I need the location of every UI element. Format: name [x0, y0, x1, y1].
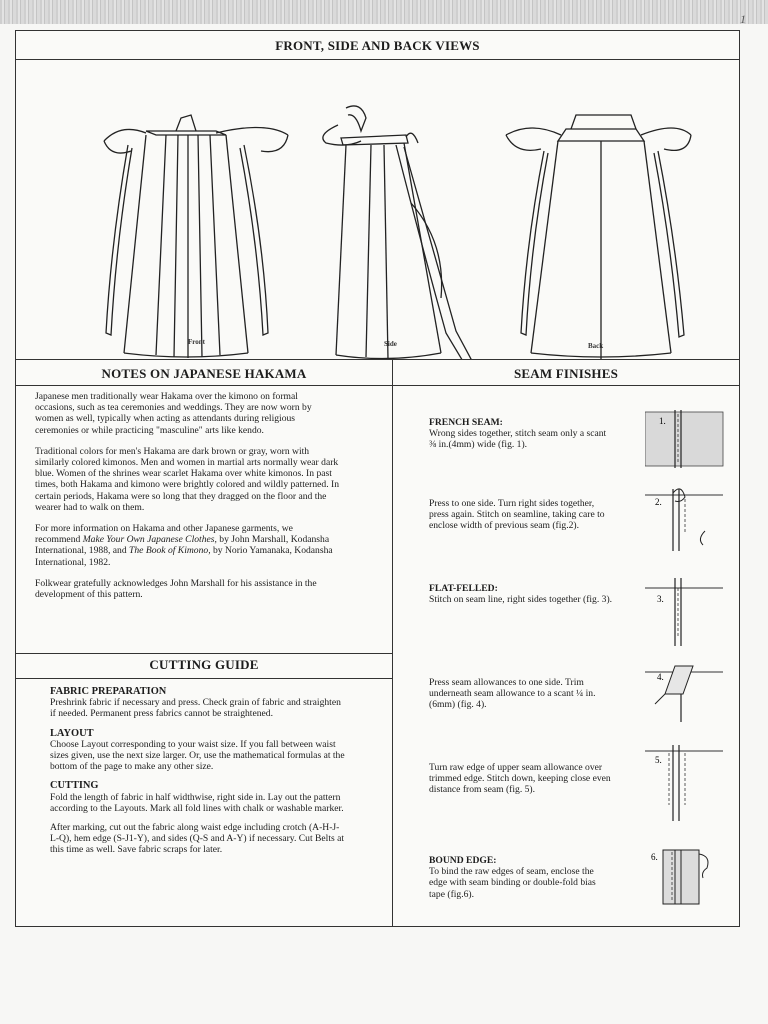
notes-title: NOTES ON JAPANESE HAKAMA — [101, 366, 307, 381]
fig-1-diagram — [645, 410, 725, 468]
page-number: 1 — [740, 12, 746, 26]
divider — [16, 385, 739, 386]
notes-body — [35, 391, 340, 610]
fig-label: 2. — [655, 497, 662, 507]
cutting-guide-body — [50, 686, 345, 864]
scan-edge-strip — [0, 0, 768, 24]
cutting-title: CUTTING GUIDE — [149, 657, 259, 672]
divider — [16, 59, 739, 60]
divider — [16, 678, 392, 679]
bound-edge-text: To bind the raw edges of seam, enclose the edge with seam binding or double-fold bias tape (fig.6). — [429, 866, 596, 900]
notes-paragraph: For more information on Hakama and other Japanese garments, we recommend Make Your Own Japanese Clothes, by John Marshall, Kodansha International, 1988, and The Book of Kimono, by Norio Yamanaka, Kodansha International, 1982. — [35, 523, 333, 568]
seams-title: SEAM FINISHES — [513, 366, 619, 381]
layout-heading: LAYOUT — [50, 727, 94, 739]
column-divider — [392, 359, 393, 926]
after-marking-text: After marking, cut out the fabric along waist edge including crotch (A-H-J-L-Q), hem edge (S-J1-Y), and sides (Q-S and A-Y) if necessary. Cut Belts at this time as well. Save fabric scraps for later. — [50, 822, 345, 856]
caption-side: Side — [384, 340, 397, 348]
fig-label: 3. — [657, 594, 664, 604]
fig-label: 5. — [655, 755, 662, 765]
fig-4-diagram — [645, 664, 725, 724]
flat-felled-text: Stitch on seam line, right sides together (fig. 3). — [429, 594, 613, 606]
cutting-text: Fold the length of fabric in half widthwise, right side in. Lay out the pattern according to the Layouts. Mark all fold lines with chalk or washable marker. — [50, 791, 344, 814]
seam-step-5: Turn raw edge of upper seam allowance over trimmed edge. Stitch down, keeping close even distance from seam (fig. 5). — [429, 762, 611, 796]
french-seam-text: Wrong sides together, stitch seam only a scant ⅜ in.(4mm) wide (fig. 1). — [429, 428, 607, 451]
layout-text: Choose Layout corresponding to your waist size. If you fall between waist sizes given, use the next size larger. Or, use the mathematical formulas at the bottom of the page to make any other size. — [50, 738, 345, 773]
side-view-drawing — [323, 106, 471, 359]
french-seam-step — [429, 417, 614, 451]
french-seam-heading: FRENCH SEAM: — [429, 417, 503, 428]
fabric-prep-text: Preshrink fabric if necessary and press. Check grain of fabric and straighten if needed. Permanent press fabrics cannot be straightened. — [50, 697, 341, 720]
fig-label: 4. — [657, 672, 664, 682]
caption-back: Back — [588, 342, 604, 350]
notes-paragraph: Japanese men traditionally wear Hakama over the kimono on formal occasions, such as tea ceremonies and weddings. They are now worn by women as well, typically when acting as attendants during religious ceremonies or while practicing "masculine" arts like kendo. — [35, 391, 312, 436]
fig-label: 6. — [651, 852, 658, 862]
fig-2-diagram — [645, 483, 725, 553]
back-view-drawing — [506, 115, 691, 359]
seam-step-4: Press seam allowances to one side. Trim underneath seam allowance to a scant ¼ in.(6mm) (fig. 4). — [429, 677, 596, 711]
notes-paragraph: Folkwear gratefully acknowledges John Marshall for his assistance in the development of this pattern. — [35, 577, 317, 601]
bound-edge-heading: BOUND EDGE: — [429, 855, 497, 866]
fabric-prep-heading: FABRIC PREPARATION — [50, 686, 167, 697]
cutting-heading: CUTTING — [50, 780, 99, 792]
fig-label: 1. — [659, 416, 666, 426]
divider — [16, 653, 392, 654]
flat-felled-step — [429, 583, 614, 605]
bound-edge-step — [429, 855, 614, 900]
flat-felled-heading: FLAT-FELLED: — [429, 583, 498, 594]
fig-6-diagram — [645, 846, 725, 906]
views-title: FRONT, SIDE AND BACK VIEWS — [275, 38, 480, 53]
divider — [16, 359, 739, 360]
front-view-drawing — [104, 115, 288, 358]
caption-front: Front — [188, 338, 205, 346]
seam-step-2: Press to one side. Turn right sides together, press again. Stitch on seamline, taking care to enclose width of previous seam (fig.2). — [429, 498, 605, 532]
notes-paragraph: Traditional colors for men's Hakama are dark brown or gray, worn with similarly colored kimonos. Men and women in martial arts normally wear dark blue. Women of the shrines wear scarlet Hakama over white kimonos. In past times, both Hakama and kimono were brightly colored and wildly patterned. In certain periods, Hakama were so long that they dragged on the floor and the wearer had to walk on them. — [35, 445, 339, 513]
fig-5-diagram — [645, 743, 725, 823]
hakama-views — [16, 63, 739, 359]
fig-3-diagram — [645, 578, 725, 648]
hakama-illustrations — [16, 63, 739, 359]
